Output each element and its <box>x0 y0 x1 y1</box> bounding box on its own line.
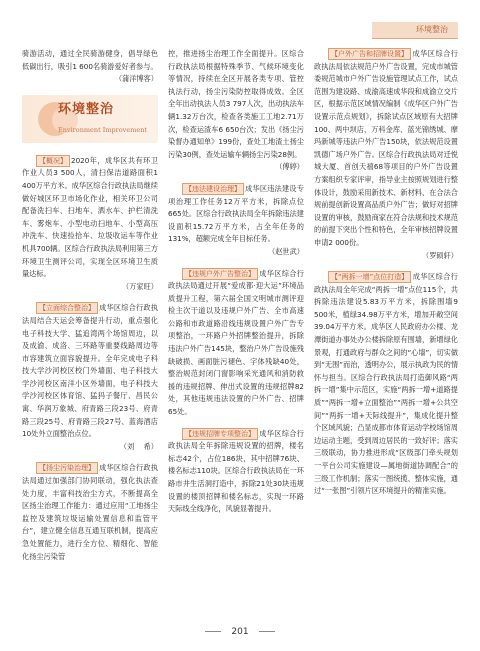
entry-body: 成华区综合行政执法局全年拆除违规设置的招牌，楼名标志42个，占位186块，其中招牌76块、楼名标志110块。区综合行政执法局在一环路市井生活洞打造中，拆除21处30块违规设置的楼顶招牌和楼名标志，实现一环路天际线全线净化，风貌显著提升。 <box>168 428 304 514</box>
entry-heading: 【“两拆一增”点位打造】 <box>328 271 411 283</box>
entry-body: 控，推进扬尘治理工作全面提升。区综合行政执法局根据特殊季节、气候环境变化等情况，持续在全区开展各类专项、管控执法行动，扬尘污染防控取得成效。全区全年出动执法人员3 797人次，出动执法车辆1.32万台次，检查各类施工工地2.71万次，检查运渣车6 650台次；发出《扬尘污染督办通知单》199份，查处工地渣土扬尘污染30例，查处运输车辆扬尘污染28例。 <box>168 49 304 159</box>
entry-ad-setting <box>314 48 458 262</box>
entry-illegal-construction <box>168 183 304 259</box>
entry-dust-control <box>22 462 158 563</box>
entry-signature: （万家旺） <box>122 281 158 291</box>
entry-heading: 【概况】 <box>36 155 70 167</box>
column-3 <box>314 48 458 618</box>
entry-body: 成华区违法建设专项治理工作任务12万平方米，拆除点位665处。区综合行政执法局全年拆除违法建设面积15.72万平方米，占全年任务的131%，超额完成全年目标任务。 <box>168 183 304 244</box>
entry-facade-renovation <box>22 302 158 453</box>
intro-signature: （蒲洋博客） <box>114 74 158 84</box>
page-number-text: 201 <box>231 627 249 637</box>
entry-body: 成华区综合行政执法局结合天运会筹备提升行动，重点强化电子科技大学、猛追湾两个场馆周边，以及成渝、成洛、三环路等重要线路周边等市容建筑立面容貌提升。全年完成电子科技大学沙河校区校门外墙面、电子科技大学沙河校区南洋小区外墙面，电子科技大学沙河校区体育馆、猛犸子餐厅、昌民公寓、华润万象城、府青路三段23号、府青路三段25号、府青路三段27号、蓝海酒店10处外立面整治点位。 <box>22 303 158 439</box>
entry-heading: 【扬尘污染治理】 <box>36 462 98 474</box>
section-title: 环境整治 <box>58 101 115 117</box>
entry-signboards <box>168 428 304 516</box>
column-2 <box>168 48 304 618</box>
intro-text: 骑游活动，通过全民骑游健身，倡导绿色低碳出行，吸引1 600名骑游爱好者参与。 <box>22 49 158 71</box>
entry-body: 成华区综合行政执法局全年完成“两拆一增”点位115个，共拆除违法建设5.83万平方米，拆除围墙9 500米，植绿34.98万平方米，增加开敞空间39.04万平方米。成华区人民政府办公楼、龙潭街道办事处办公楼拆除原有围墙，新增绿化景观，打通政府与群众之间的“心墙”，切实做到“无围”而治，透明办公，展示执政为民的情怀与担当。区综合行政执法局打造御风路“两拆一增”集中示范区，实施“两拆一增+道路提质”“两拆一增+立面整治”“两拆一增+公共空间”“两拆一增+天际线提升”，集成化提升整个区域风貌；凸显成都市体育运动学校场馆周边运动主题，受到周边居民的一致好评；落实三级联动，协力推进形成“区级部门牵头规划一平台公司实施建设—属地街道协调配合”的三级工作机制；落实一图统揽、整体实施，通过“一张图”引领片区环境提升的精准实施。 <box>314 272 458 496</box>
entry-body: 成华区综合行政执法局依法规范户外广告设置，完成市城管委规范城市户外广告设施管理试点工作，试点范围为建设路、成渝高速成华段和成渝立交片区，根据示范区域情况编制《成华区户外广告设置示范点规划》，拆除试点区域原有大招牌100、两中坝店、万科金库、蓝光锦绣城、摩玛新城等违法户外广告150块，依法规范设置凯德广场户外广告。区综合行政执法局对迁悦城大厦、首创天禧68等项目的户外广告设置方案组织专家评审，指导业主按照规划进行整体设计，鼓励采用新技术、新材料、在合法合规前提创新设置高品质户外广告；做好对招牌设置的审核，鼓励商家在符合法规和技术规范的前提下突出个性和特色，全年审核招牌设置申请2 000份。 <box>314 49 458 247</box>
running-header-title: 环境整治 <box>416 25 448 34</box>
entry-signature: （傅婷） <box>275 162 304 172</box>
entry-signature: （刘 希） <box>119 441 158 451</box>
intro-paragraph <box>22 48 158 86</box>
entry-signature: （罗硕轩） <box>422 250 458 260</box>
entry-heading: 【违规户外广告整治】 <box>182 268 258 280</box>
column-1 <box>22 48 158 618</box>
entry-body: 成华区综合行政执法局通过加强部门协同联动，强化执法查处力度，丰富科技治尘方式，不断提高全区扬尘治理工作能力：通过应用“工地扬尘监控及建筑垃圾运输处置信息和监管平台”，建立健全信息互通互联机制，提高应急处置能力，进行全方位、精细化、智能化扬尘污染管 <box>22 463 158 561</box>
entry-overview <box>22 155 158 294</box>
running-header-tab <box>372 22 458 39</box>
entry-body: 2020年，成华区共有环卫作业人员3 500人，清扫保洁道路面积1 400万平方米。成华区综合行政执法局继续做好城区环卫市场化作业，相关环卫公司配备洗扫车、扫地车、洒水车、护栏清洗车、雾炮车、小型电动扫地车、小型高压冲洗车、快速捡拾车、垃圾收运车等作业机具700辆。区综合行政执法局利用第三方环境卫生测评公司，实现全区环境卫生质量达标。 <box>22 155 158 279</box>
entry-outdoor-ads <box>168 268 304 419</box>
entry-two-demolish-one-add <box>314 271 458 498</box>
entry-heading: 【违法建设治理】 <box>182 183 244 195</box>
entry-body: 成华区综合行政执法局通过开展“爱成都·迎大运”环境品质提升工程，第六届全国文明城市测评迎检主次干道以及违规户外广告、全市高速公路和市政道路沿线违规设置户外广告专项整治，一环路户外招牌整治提升，拆除违法户外广告145块，整治户外广告设施残缺破损、画面脏污褪色、字体残缺40处，整治规范封闭门窗影响采光通风和消防救援的违规招牌、伸出式设置的违规招牌82处，其他违规违法设置的户外广告、招牌65处。 <box>168 268 304 417</box>
entry-heading: 【户外广告和招牌设置】 <box>328 48 411 60</box>
entry-heading: 【立面综合整治】 <box>36 302 98 314</box>
entry-dust-control-continued <box>168 48 304 174</box>
section-banner <box>22 95 158 143</box>
entry-heading: 【违规招牌专项整治】 <box>182 428 258 440</box>
section-subtitle-english: Environment Improvement <box>58 125 148 134</box>
running-header <box>0 0 480 52</box>
page-number <box>0 627 480 637</box>
entry-signature: （赵世武） <box>268 246 304 256</box>
